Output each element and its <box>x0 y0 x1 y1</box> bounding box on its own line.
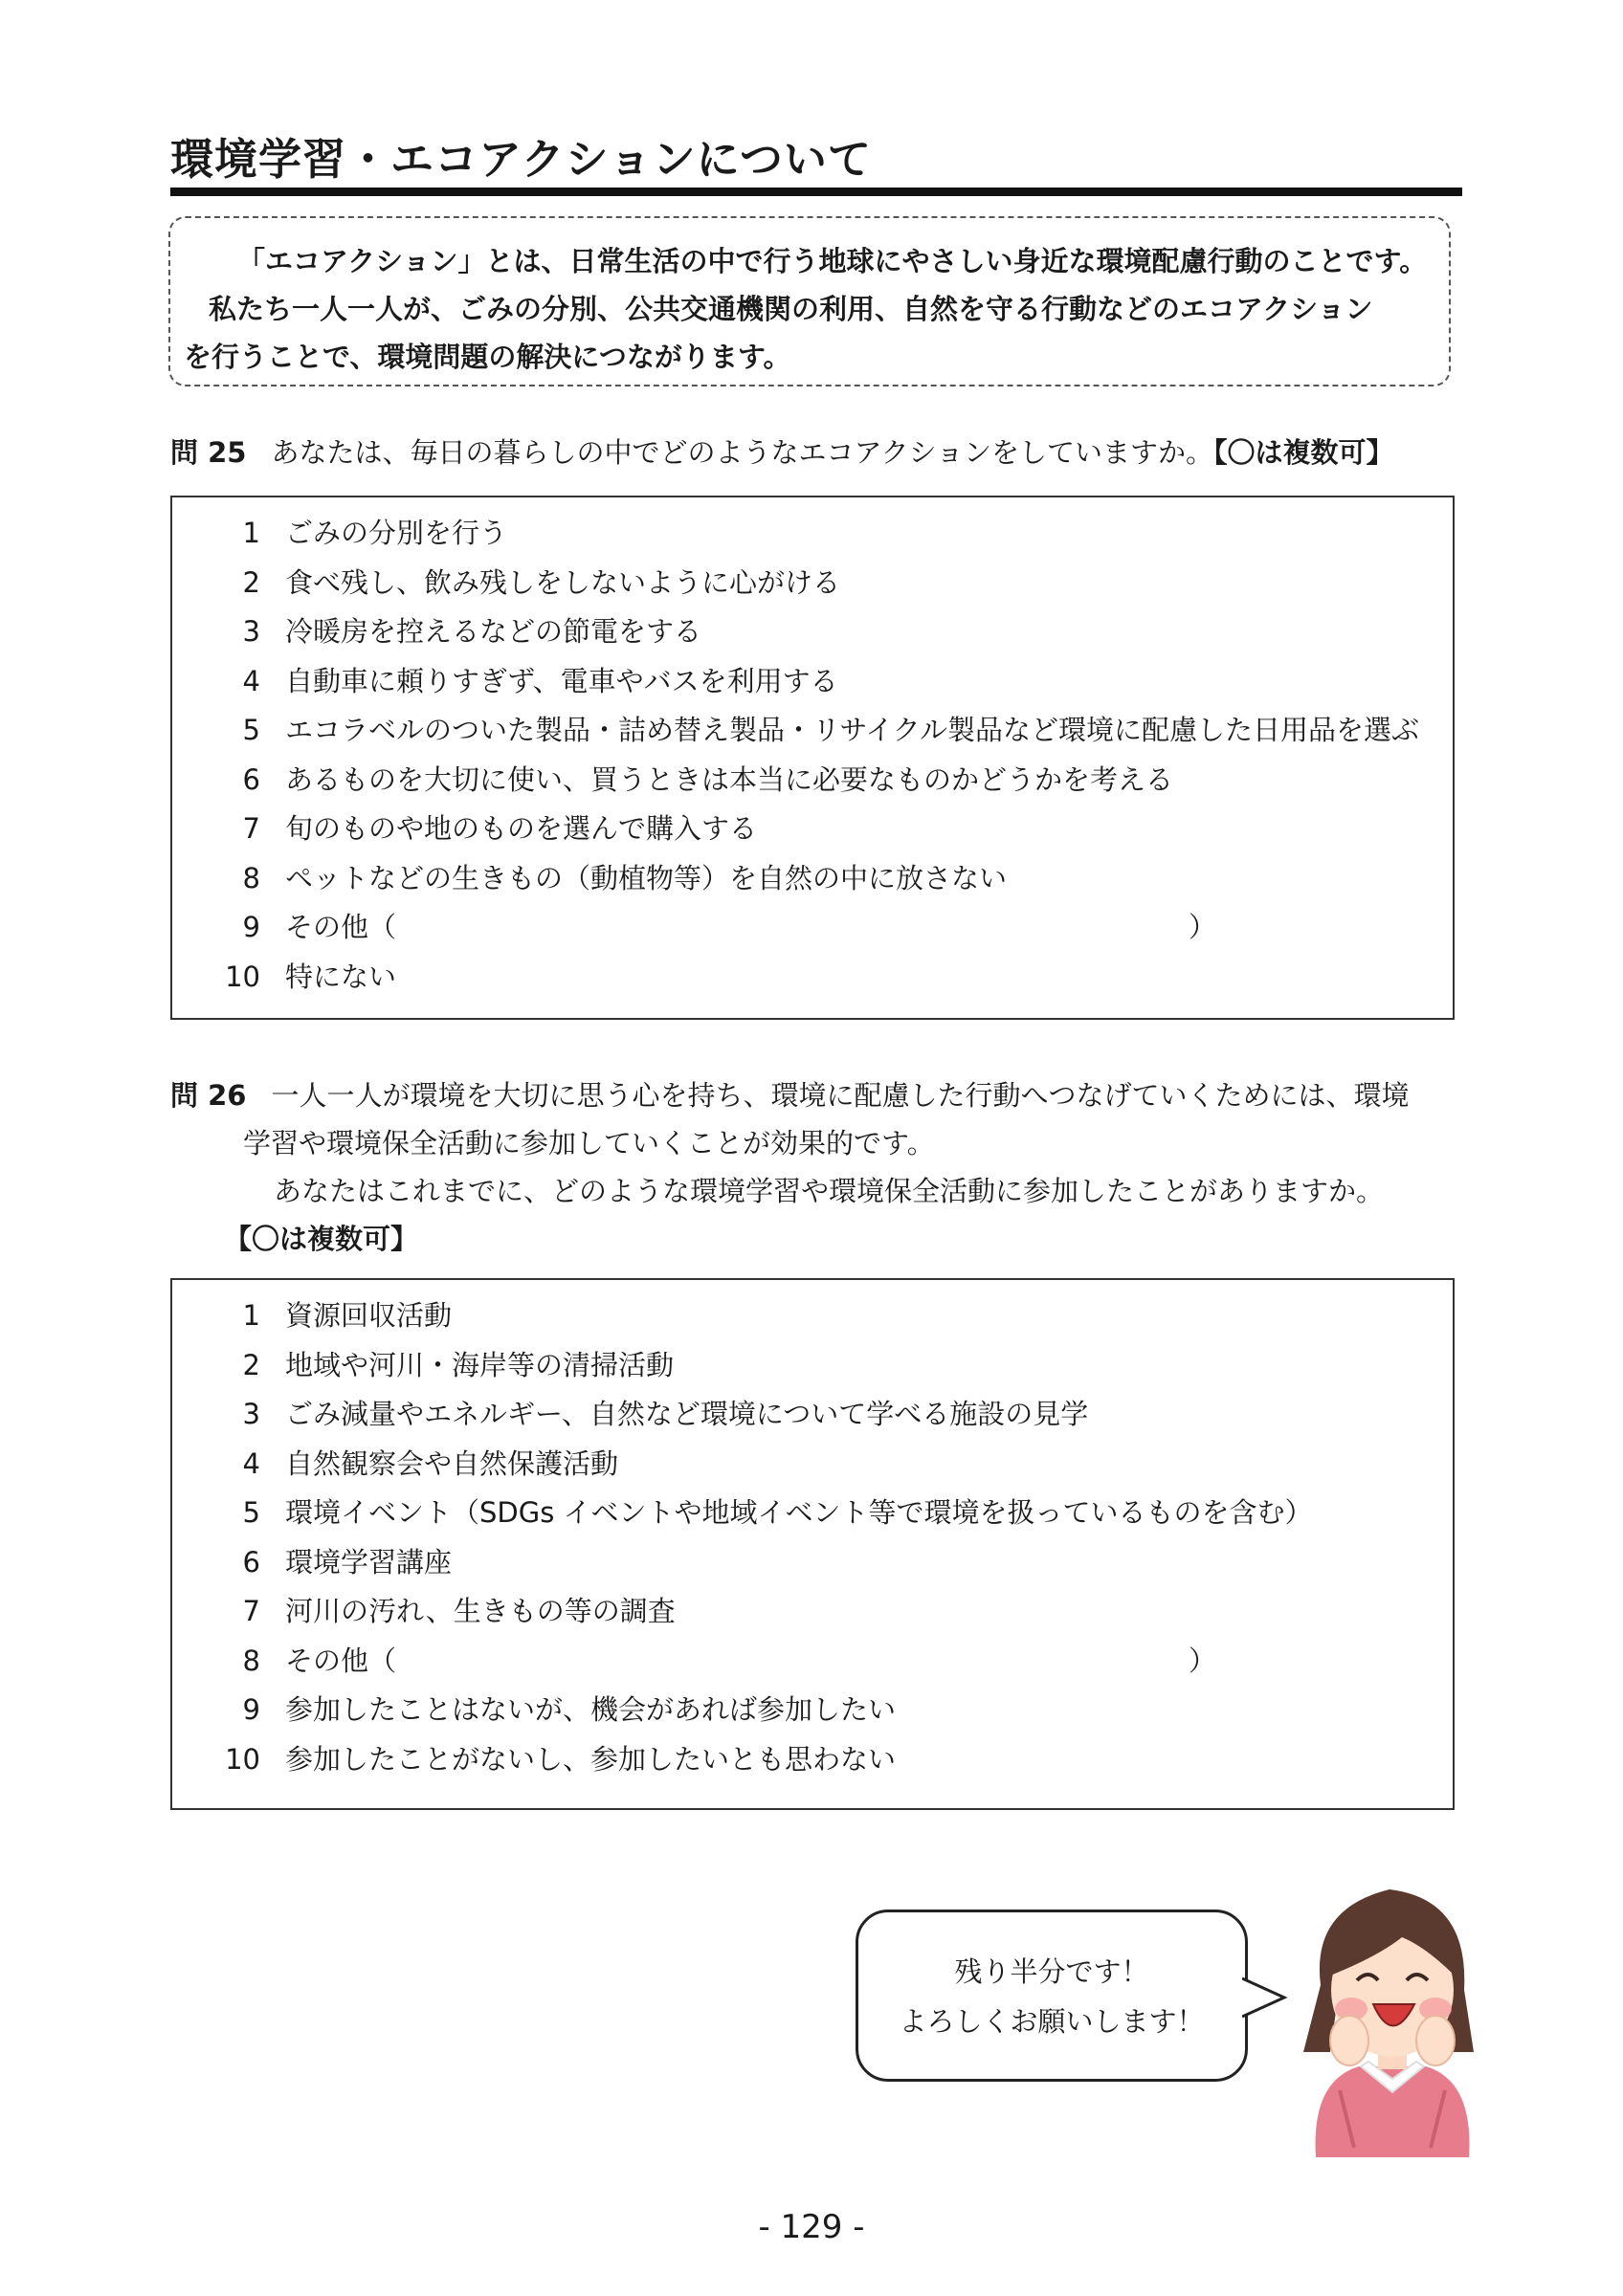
bubble-line-1: 残り半分です！ <box>954 1955 1149 1988</box>
option-text: 冷暖房を控えるなどの節電をする <box>285 615 702 648</box>
bubble-line-2: よろしくお願いします！ <box>899 2005 1205 2038</box>
option-text: あるものを大切に使い、買うときは本当に必要なものかどうかを考える <box>285 762 1174 796</box>
q25-option <box>172 903 1453 953</box>
question-25-number: 問 25 <box>170 436 247 469</box>
question-26-text-1: 一人一人が環境を大切に思う心を持ち、環境に配慮した行動へつなげていくためには、環境 <box>271 1079 1410 1112</box>
question-26-line-1 <box>170 1079 1409 1112</box>
page-number: - 129 - <box>758 2208 865 2246</box>
option-number: 9 <box>242 1693 260 1726</box>
option-text: 地域や河川・海岸等の清掃活動 <box>285 1348 675 1381</box>
q25-option <box>172 509 1453 559</box>
option-number: 9 <box>242 911 260 943</box>
q26-option <box>172 1735 1453 1785</box>
option-text: エコラベルのついた製品・詰め替え製品・リサイクル製品など環境に配慮した日用品を選ぶ <box>285 714 1419 746</box>
q26-option <box>172 1292 1453 1341</box>
option-number: 4 <box>242 1446 260 1480</box>
option-text: 自動車に頼りすぎず、電車やバスを利用する <box>285 664 838 697</box>
question-26-note: 【〇は複数可】 <box>224 1223 419 1255</box>
option-close-paren: ） <box>1189 1644 1217 1677</box>
option-text: 食べ残し、飲み残しをしないように心がける <box>285 565 841 599</box>
option-number: 8 <box>242 861 260 894</box>
question-25 <box>170 429 1394 476</box>
q26-option <box>172 1341 1453 1391</box>
question-26-text-3: あなたはこれまでに、どのような環境学習や環境保全活動に参加したことがありますか。 <box>274 1175 1385 1207</box>
q26-option <box>172 1587 1453 1637</box>
option-number: 6 <box>242 762 260 796</box>
speech-bubble <box>856 1910 1248 2082</box>
option-number: 5 <box>242 714 260 746</box>
option-text: 参加したことがないし、参加したいとも思わない <box>285 1742 897 1776</box>
option-number: 6 <box>242 1545 260 1578</box>
option-text: 参加したことはないが、機会があれば参加したい <box>285 1693 897 1726</box>
q26-option <box>172 1637 1453 1687</box>
option-number: 4 <box>242 664 260 697</box>
option-number: 3 <box>242 615 260 648</box>
question-25-note: 【〇は複数可】 <box>1213 436 1394 469</box>
option-text: 河川の汚れ、生きもの等の調査 <box>285 1595 676 1627</box>
q26-option <box>172 1390 1453 1440</box>
option-number: 8 <box>242 1644 260 1677</box>
woman-cheering-illustration <box>1282 1870 1502 2157</box>
question-25-options <box>170 496 1455 1020</box>
option-text: 資源回収活動 <box>285 1299 453 1332</box>
option-text: その他（ <box>285 911 397 943</box>
q26-option <box>172 1538 1453 1588</box>
q26-option <box>172 1440 1453 1490</box>
option-text: 特にない <box>285 960 397 993</box>
intro-line-1: 「エコアクション」とは、日常生活の中で行う地球にやさしい身近な環境配慮行動のことです。 <box>237 245 1428 277</box>
intro-box <box>168 216 1451 386</box>
q25-option <box>172 706 1453 756</box>
q26-option <box>172 1686 1453 1735</box>
option-number: 7 <box>242 812 260 845</box>
option-number: 10 <box>225 960 260 993</box>
q25-option <box>172 805 1453 854</box>
option-text: ごみの分別を行う <box>285 517 508 549</box>
question-26-text-2: 学習や環境保全活動に参加していくことが効果的です。 <box>243 1127 935 1159</box>
question-26-options <box>170 1278 1455 1810</box>
q25-option <box>172 559 1453 608</box>
option-number: 2 <box>242 565 260 599</box>
intro-line-2: 私たち一人一人が、ごみの分別、公共交通機関の利用、自然を守る行動などのエコアクション <box>209 293 1373 325</box>
q25-option <box>172 854 1453 904</box>
question-26-number: 問 26 <box>170 1079 247 1112</box>
q26-option <box>172 1489 1453 1538</box>
option-text: ペットなどの生きもの（動植物等）を自然の中に放さない <box>285 861 1008 894</box>
option-text: 環境学習講座 <box>285 1545 453 1578</box>
option-close-paren: ） <box>1189 911 1217 943</box>
q25-option <box>172 657 1453 707</box>
option-number: 3 <box>242 1398 260 1430</box>
intro-line-3: を行うことで、環境問題の解決につながります。 <box>184 341 791 373</box>
page-title: 環境学習・エコアクションについて <box>170 134 872 185</box>
option-text: その他（ <box>285 1644 397 1677</box>
option-text: 自然観察会や自然保護活動 <box>285 1446 619 1480</box>
option-number: 7 <box>242 1595 260 1627</box>
option-number: 1 <box>242 517 260 549</box>
option-number: 10 <box>225 1742 260 1776</box>
option-text: ごみ減量やエネルギー、自然など環境について学べる施設の見学 <box>285 1398 1089 1430</box>
option-text: 環境イベント（SDGs イベントや地域イベント等で環境を扱っているものを含む） <box>285 1496 1313 1529</box>
option-number: 2 <box>242 1348 260 1381</box>
q25-option <box>172 607 1453 657</box>
question-26 <box>170 1071 1462 1263</box>
q25-option <box>172 953 1453 1003</box>
option-number: 5 <box>242 1496 260 1529</box>
option-number: 1 <box>242 1299 260 1332</box>
q25-option <box>172 756 1453 806</box>
option-text: 旬のものや地のものを選んで購入する <box>285 812 758 845</box>
question-25-text: あなたは、毎日の暮らしの中でどのようなエコアクションをしていますか。 <box>271 436 1214 469</box>
title-underline <box>170 188 1462 196</box>
